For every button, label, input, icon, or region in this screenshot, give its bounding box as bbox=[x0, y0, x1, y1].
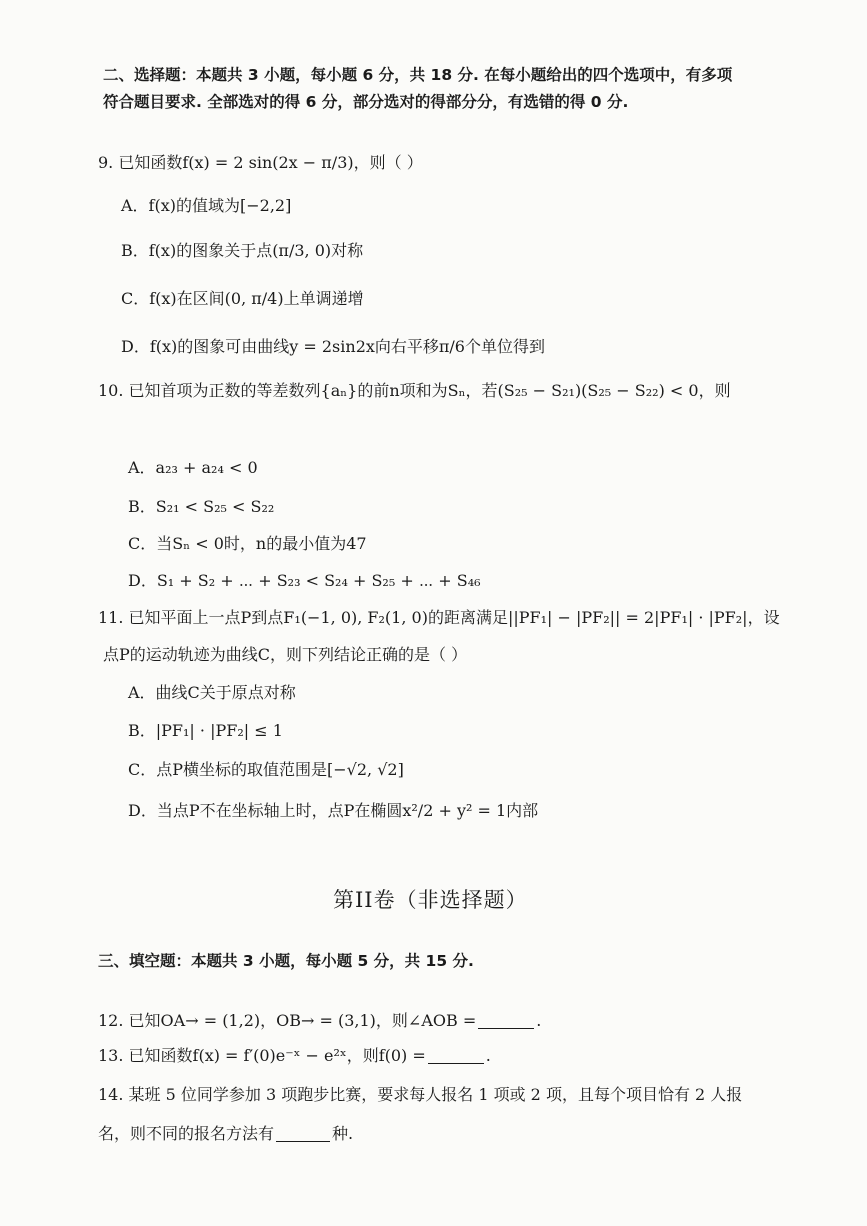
q9-option-b: B．f(x)的图象关于点(π/3, 0)对称 bbox=[121, 241, 364, 260]
q14-line1: 14. 某班 5 位同学参加 3 项跑步比赛，要求每人报名 1 项或 2 项，且每个项目恰有 2 人报 bbox=[98, 1085, 743, 1104]
q11-option-c: C．点P横坐标的取值范围是[−√2, √2] bbox=[128, 760, 404, 779]
q10-option-a: A．a₂₃ + a₂₄ < 0 bbox=[128, 458, 258, 477]
q9-stem: 9. 已知函数f(x) = 2 sin(2x − π/3)，则（ ） bbox=[98, 153, 423, 172]
q12 bbox=[98, 1008, 541, 1031]
section2-header-line1: 二、选择题：本题共 3 小题，每小题 6 分，共 18 分. 在每小题给出的四个选项中，有多项 bbox=[103, 66, 733, 84]
q9-option-c: C．f(x)在区间(0, π/4)上单调递增 bbox=[121, 289, 364, 308]
q11-option-d: D．当点P不在坐标轴上时，点P在椭圆x²/2 + y² = 1内部 bbox=[128, 801, 539, 820]
q14-line2 bbox=[98, 1121, 353, 1144]
q14-line2-post: 种. bbox=[332, 1124, 354, 1143]
q10-option-c: C．当Sₙ < 0时，n的最小值为47 bbox=[128, 534, 367, 553]
q10-stem: 10. 已知首项为正数的等差数列{aₙ}的前n项和为Sₙ，若(S₂₅ − S₂₁)(S₂₅ − S₂₂) < 0，则 bbox=[98, 381, 731, 400]
q12-end: . bbox=[536, 1011, 542, 1030]
q14-answer-blank[interactable] bbox=[276, 1125, 330, 1142]
q11-option-b: B．|PF₁| · |PF₂| ≤ 1 bbox=[128, 721, 283, 740]
q9-option-a: A．f(x)的值域为[−2,2] bbox=[121, 196, 292, 215]
q11-stem-line1: 11. 已知平面上一点P到点F₁(−1, 0), F₂(1, 0)的距离满足||PF₁| − |PF₂|| = 2|PF₁| · |PF₂|，设 bbox=[98, 608, 780, 627]
q13-text: 13. 已知函数f(x) = f′(0)e⁻ˣ − e²ˣ，则f(0) = bbox=[98, 1046, 426, 1065]
q13 bbox=[98, 1043, 491, 1066]
q11-stem-line2: 点P的运动轨迹为曲线C，则下列结论正确的是（ ） bbox=[103, 645, 468, 664]
q14-line2-pre: 名，则不同的报名方法有 bbox=[98, 1124, 275, 1143]
q11-option-a: A．曲线C关于原点对称 bbox=[128, 683, 296, 702]
section3-header: 三、填空题：本题共 3 小题，每小题 5 分，共 15 分. bbox=[98, 952, 474, 970]
q10-option-d: D．S₁ + S₂ + ⋯ + S₂₃ < S₂₄ + S₂₅ + ⋯ + S₄₆ bbox=[128, 571, 481, 590]
q13-end: . bbox=[485, 1046, 491, 1065]
q13-answer-blank[interactable] bbox=[428, 1047, 484, 1064]
part2-title: 第II卷（非选择题） bbox=[333, 888, 528, 912]
q10-option-b: B．S₂₁ < S₂₅ < S₂₂ bbox=[128, 497, 275, 516]
section2-header-line2: 符合题目要求. 全部选对的得 6 分，部分选对的得部分分，有选错的得 0 分. bbox=[103, 93, 629, 111]
q9-option-d: D．f(x)的图象可由曲线y = 2sin2x向右平移π/6个单位得到 bbox=[121, 337, 545, 356]
q12-answer-blank[interactable] bbox=[478, 1012, 534, 1029]
q12-text: 12. 已知OA→ = (1,2)，OB→ = (3,1)，则∠AOB = bbox=[98, 1011, 477, 1030]
